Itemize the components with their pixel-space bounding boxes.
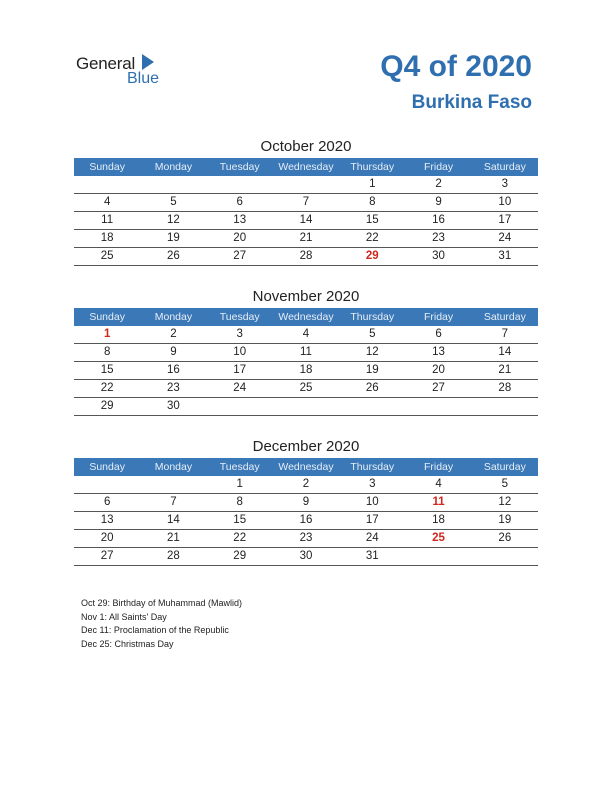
weekday-header xyxy=(74,458,538,476)
day-cell: 26 xyxy=(498,532,512,544)
day-cell: 12 xyxy=(498,496,512,508)
day-cell: 10 xyxy=(233,346,247,358)
day-cell: 18 xyxy=(432,514,445,526)
empty-day-cell xyxy=(472,398,538,415)
logo-text-general: General xyxy=(76,54,136,73)
empty-day-cell xyxy=(405,548,471,565)
logo-text-blue: Blue xyxy=(127,70,160,87)
day-cell: 6 xyxy=(236,196,243,208)
day-cell: 21 xyxy=(299,232,313,244)
week-row xyxy=(74,362,538,380)
day-cell: 17 xyxy=(233,364,247,376)
day-cell: 31 xyxy=(365,550,379,562)
day-cell: 10 xyxy=(365,496,379,508)
day-cell: 31 xyxy=(498,250,512,262)
day-cell: 11 xyxy=(432,496,445,508)
weekday-label: Thursday xyxy=(350,311,395,323)
weekday-label: Wednesday xyxy=(278,161,334,173)
day-cell: 8 xyxy=(103,346,111,358)
day-cell: 9 xyxy=(302,496,310,508)
day-cell: 27 xyxy=(233,250,247,262)
weekday-label: Sunday xyxy=(89,311,125,323)
week-row xyxy=(74,344,538,362)
day-cell: 7 xyxy=(302,196,310,208)
day-cell: 21 xyxy=(167,532,180,544)
day-cell: 3 xyxy=(501,178,509,190)
day-cell: 22 xyxy=(365,232,379,244)
day-cell: 30 xyxy=(432,250,445,262)
weekday-label: Friday xyxy=(423,461,454,473)
day-cell: 25 xyxy=(432,532,445,544)
weekday-label: Tuesday xyxy=(219,311,260,323)
day-cell: 22 xyxy=(100,382,114,394)
day-cell: 17 xyxy=(365,514,379,526)
week-row xyxy=(74,212,538,230)
day-cell: 27 xyxy=(100,550,114,562)
day-cell: 6 xyxy=(435,328,442,340)
day-cell: 20 xyxy=(432,364,445,376)
day-cell: 14 xyxy=(167,514,180,526)
day-cell: 19 xyxy=(167,232,180,244)
day-cell: 16 xyxy=(299,514,313,526)
day-cell: 23 xyxy=(167,382,180,394)
holiday-note: Dec 25: Christmas Day xyxy=(81,638,174,649)
holiday-notes xyxy=(81,597,242,651)
day-cell: 2 xyxy=(302,478,310,490)
day-cell: 29 xyxy=(365,250,379,262)
day-cell: 13 xyxy=(432,346,445,358)
holiday-note: Nov 1: All Saints' Day xyxy=(81,611,167,622)
weekday-label: Wednesday xyxy=(278,311,334,323)
empty-day-cell xyxy=(339,398,405,415)
day-cell: 10 xyxy=(498,196,512,208)
weekday-label: Monday xyxy=(154,311,193,323)
holiday-note: Oct 29: Birthday of Muhammad (Mawlid) xyxy=(81,598,243,608)
day-cell: 20 xyxy=(100,532,114,544)
day-cell: 4 xyxy=(103,196,111,208)
weekday-header xyxy=(74,158,538,176)
day-cell: 28 xyxy=(167,550,180,562)
day-cell: 25 xyxy=(100,250,114,262)
weekday-label: Saturday xyxy=(483,311,526,323)
day-cell: 20 xyxy=(233,232,247,244)
day-cell: 14 xyxy=(299,214,313,226)
empty-day-cell xyxy=(472,548,538,565)
day-cell: 19 xyxy=(365,364,379,376)
day-cell: 11 xyxy=(300,346,312,358)
day-cell: 24 xyxy=(233,382,247,394)
month-title: October 2020 xyxy=(260,138,352,155)
weekday-label: Wednesday xyxy=(278,461,334,473)
logo-flag-icon xyxy=(142,54,154,70)
empty-day-cell xyxy=(273,398,339,415)
week-row xyxy=(74,398,538,416)
week-row xyxy=(74,548,538,566)
day-cell: 25 xyxy=(299,382,313,394)
day-cell: 27 xyxy=(432,382,445,394)
week-row xyxy=(74,530,538,548)
month-calendar xyxy=(74,286,538,416)
day-cell: 5 xyxy=(369,328,376,340)
day-cell: 1 xyxy=(236,478,243,490)
day-cell: 9 xyxy=(170,346,177,358)
month-title: December 2020 xyxy=(252,438,360,455)
page-title: Q4 of 2020 xyxy=(380,50,532,83)
day-cell: 3 xyxy=(369,478,376,490)
day-cell: 12 xyxy=(365,346,379,358)
weekday-label: Tuesday xyxy=(219,461,260,473)
day-cell: 9 xyxy=(435,196,442,208)
weekday-label: Monday xyxy=(154,161,193,173)
day-cell: 15 xyxy=(233,514,247,526)
day-cell: 28 xyxy=(498,382,512,394)
empty-day-cell xyxy=(273,176,339,193)
weekday-label: Friday xyxy=(423,161,454,173)
weekday-label: Saturday xyxy=(483,161,526,173)
empty-day-cell xyxy=(207,398,273,415)
day-cell: 2 xyxy=(170,328,177,340)
week-row xyxy=(74,194,538,212)
day-cell: 30 xyxy=(299,550,313,562)
weekday-label: Saturday xyxy=(483,461,526,473)
day-cell: 13 xyxy=(100,514,114,526)
day-cell: 26 xyxy=(365,382,379,394)
month-title: November 2020 xyxy=(252,288,360,305)
week-row xyxy=(74,380,538,398)
weekday-label: Thursday xyxy=(350,161,395,173)
day-cell: 8 xyxy=(369,196,376,208)
day-cell: 15 xyxy=(365,214,379,226)
day-cell: 14 xyxy=(498,346,512,358)
day-cell: 4 xyxy=(302,328,310,340)
day-cell: 18 xyxy=(100,232,114,244)
month-calendar xyxy=(74,136,538,266)
empty-day-cell xyxy=(207,176,273,193)
week-row xyxy=(74,176,538,194)
day-cell: 22 xyxy=(233,532,247,544)
weekday-label: Monday xyxy=(154,461,193,473)
country-name: Burkina Faso xyxy=(411,92,532,113)
week-row xyxy=(74,476,538,494)
month-calendar xyxy=(74,436,538,566)
day-cell: 23 xyxy=(299,532,313,544)
empty-day-cell xyxy=(140,176,206,193)
day-cell: 17 xyxy=(498,214,512,226)
empty-day-cell xyxy=(74,476,140,493)
day-cell: 6 xyxy=(103,496,111,508)
day-cell: 18 xyxy=(299,364,313,376)
week-row xyxy=(74,248,538,266)
holiday-note: Dec 11: Proclamation of the Republic xyxy=(81,625,229,635)
empty-day-cell xyxy=(74,176,140,193)
day-cell: 5 xyxy=(501,478,509,490)
day-cell: 11 xyxy=(101,214,114,226)
day-cell: 16 xyxy=(167,364,180,376)
day-cell: 26 xyxy=(167,250,180,262)
weekday-label: Tuesday xyxy=(219,161,260,173)
week-row xyxy=(74,512,538,530)
day-cell: 29 xyxy=(233,550,247,562)
day-cell: 24 xyxy=(365,532,379,544)
day-cell: 1 xyxy=(103,328,111,340)
day-cell: 19 xyxy=(498,514,512,526)
day-cell: 5 xyxy=(170,196,177,208)
empty-day-cell xyxy=(140,476,206,493)
weekday-header xyxy=(74,308,538,326)
day-cell: 3 xyxy=(236,328,243,340)
day-cell: 15 xyxy=(100,364,114,376)
day-cell: 13 xyxy=(233,214,247,226)
day-cell: 7 xyxy=(501,328,509,340)
day-cell: 28 xyxy=(299,250,313,262)
weekday-label: Friday xyxy=(423,311,454,323)
week-row xyxy=(74,326,538,344)
week-row xyxy=(74,494,538,512)
day-cell: 12 xyxy=(167,214,180,226)
day-cell: 2 xyxy=(435,178,442,190)
day-cell: 8 xyxy=(236,496,243,508)
weekday-label: Thursday xyxy=(350,461,395,473)
day-cell: 21 xyxy=(498,364,512,376)
weekday-label: Sunday xyxy=(89,461,125,473)
week-row xyxy=(74,230,538,248)
day-cell: 16 xyxy=(432,214,445,226)
day-cell: 7 xyxy=(170,496,177,508)
weekday-label: Sunday xyxy=(89,161,125,173)
day-cell: 4 xyxy=(435,478,442,490)
day-cell: 24 xyxy=(498,232,512,244)
day-cell: 29 xyxy=(100,400,114,412)
empty-day-cell xyxy=(405,398,471,415)
day-cell: 30 xyxy=(167,400,180,412)
day-cell: 23 xyxy=(432,232,445,244)
generalblue-logo xyxy=(76,52,176,92)
day-cell: 1 xyxy=(369,178,376,190)
